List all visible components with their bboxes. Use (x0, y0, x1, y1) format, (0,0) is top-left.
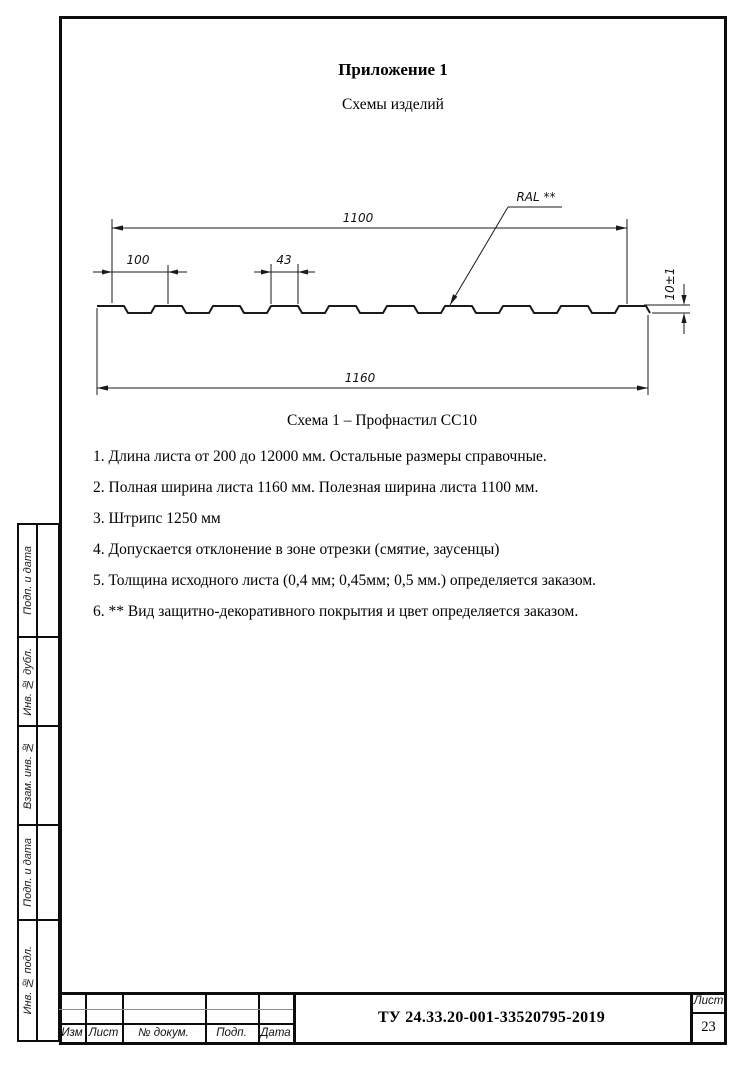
margin-label: Подп. и дата (21, 838, 34, 907)
margin-cell-blank (38, 525, 58, 636)
note-item: 6. ** Вид защитно-декоративного покрытия и цвет определяется заказом. (93, 603, 579, 620)
margin-cell-label (19, 525, 38, 636)
margin-label: Инв. № подл. (21, 946, 34, 1015)
margin-cell-label (19, 826, 38, 919)
margin-row (17, 636, 60, 727)
margin-row (17, 824, 60, 921)
margin-row (17, 523, 60, 638)
figure-caption: Схема 1 – Профнастил СС10 (287, 412, 477, 429)
margin-row (17, 725, 60, 826)
dim-label-pitch: 100 (126, 253, 150, 267)
document-number: ТУ 24.33.20-001-33520795-2019 (377, 1008, 606, 1026)
margin-cell-blank (38, 826, 58, 919)
margin-label: Взам. инв. № (21, 741, 34, 810)
margin-label: Инв. № дубл. (21, 647, 34, 716)
margin-cell-label (19, 727, 38, 824)
column-label-podp: Подп. (216, 1027, 247, 1039)
coating-label: RAL ** (516, 190, 556, 204)
sheet-label: Лист (693, 995, 724, 1007)
column-label-list: Лист (88, 1027, 119, 1039)
margin-row (17, 919, 60, 1042)
margin-cell-label (19, 921, 38, 1040)
margin-label: Подп. и дата (21, 546, 34, 615)
title-block-thin-line (59, 1009, 293, 1010)
margin-strip (17, 523, 60, 1042)
notes-list (93, 446, 705, 632)
title-block-divider (59, 1023, 295, 1025)
margin-cell-blank (38, 638, 58, 725)
margin-cell-blank (38, 921, 58, 1040)
note-item: 5. Толщина исходного листа (0,4 мм; 0,45мм; 0,5 мм.) определяется заказом. (93, 572, 597, 589)
note-item: 2. Полная ширина листа 1160 мм. Полезная ширина листа 1100 мм. (93, 479, 539, 496)
page-title: Приложение 1 (338, 60, 448, 79)
column-label-izm: Изм (61, 1027, 83, 1039)
note-item: 1. Длина листа от 200 до 12000 мм. Остальные размеры справочные. (93, 448, 547, 465)
title-block (59, 992, 727, 1043)
dim-label-useful-width: 1100 (342, 211, 374, 225)
sheet-number: 23 (701, 1019, 716, 1035)
dim-label-total-width: 1160 (344, 371, 376, 385)
column-label-data: Дата (260, 1027, 291, 1039)
dim-label-height: 10±1 (663, 267, 677, 301)
column-label-dokum: № докум. (138, 1027, 189, 1039)
note-item: 3. Штрипс 1250 мм (93, 510, 221, 527)
margin-cell-label (19, 638, 38, 725)
dim-label-crest: 43 (276, 253, 292, 267)
page-subtitle: Схемы изделий (342, 96, 444, 113)
note-item: 4. Допускается отклонение в зоне отрезки (смятие, заусенцы) (93, 541, 500, 558)
margin-cell-blank (38, 727, 58, 824)
